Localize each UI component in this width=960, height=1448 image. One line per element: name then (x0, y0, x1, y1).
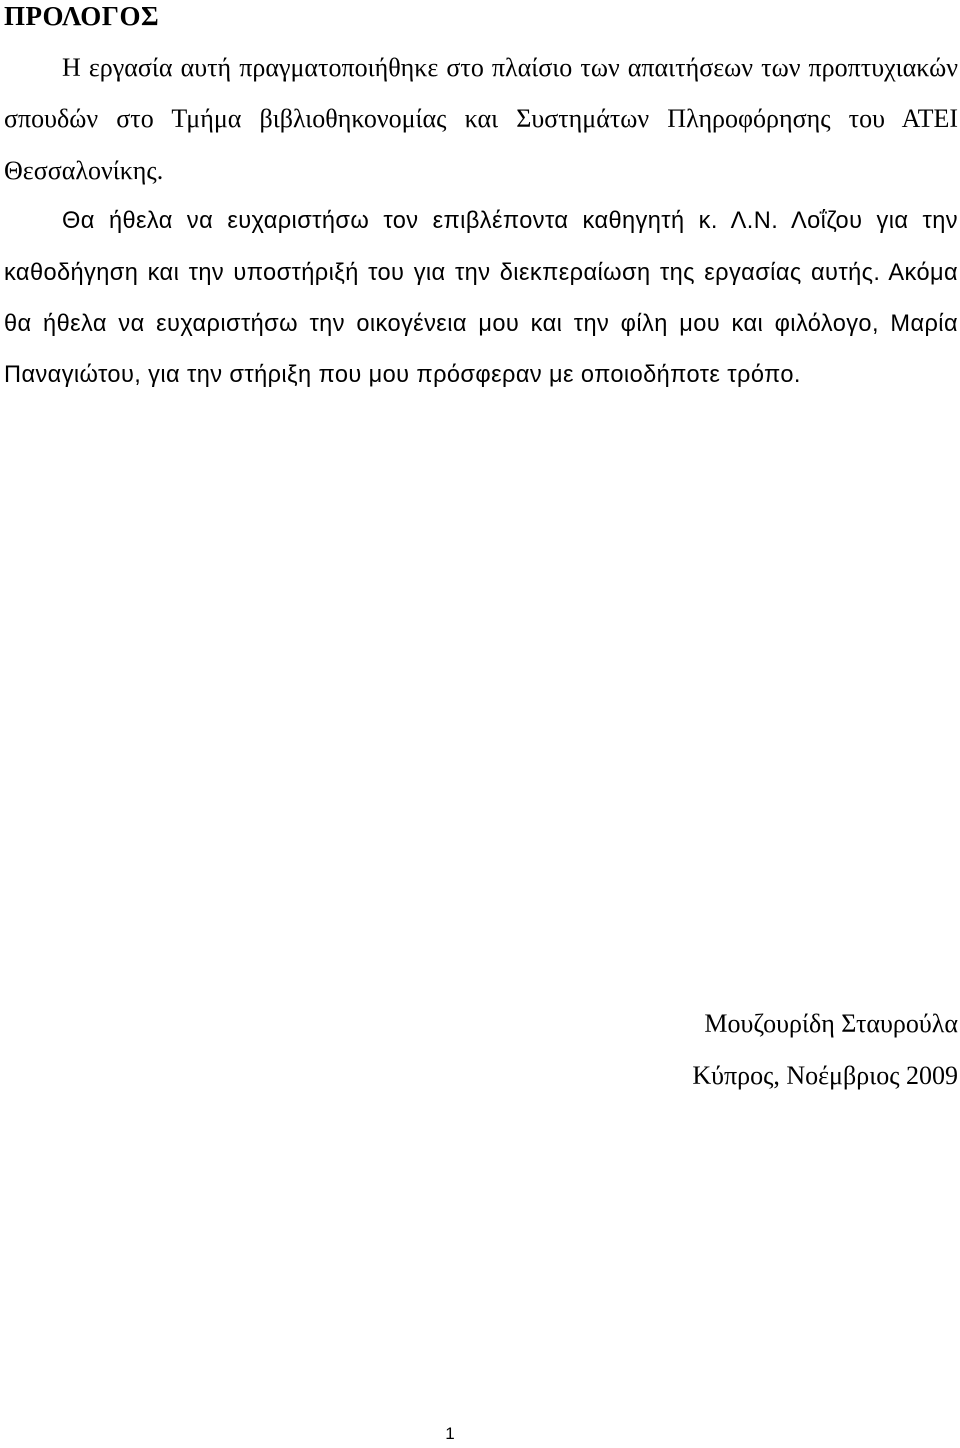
signature-block (692, 998, 958, 1102)
page-heading: ΠΡΟΛΟΓΟΣ (4, 1, 160, 31)
paragraph-intro: Η εργασία αυτή πραγματοποιήθηκε στο πλαίσιο των απαιτήσεων των προπτυχιακών σπουδών στο Τμήμα βιβλιοθηκονομίας και Συστημάτων Πληροφόρησης του ΑΤΕΙ Θεσσαλονίκης. (4, 53, 958, 185)
paragraph-acknowledgements: Θα ήθελα να ευχαριστήσω τον επιβλέποντα καθηγητή κ. Λ.Ν. Λοΐζου για την καθοδήγηση και την υποστήριξή του για την διεκπεραίωση της εργασίας αυτής. Ακόμα θα ήθελα να ευχαριστήσω την οικογένεια μου και την φίλη μου και φιλόλογο, Μαρία Παναγιώτου, για την στήριξη που μου πρόσφεραν με οποιοδήποτε τρόπο. (4, 208, 958, 389)
place-date: Κύπρος, Νοέμβριος 2009 (692, 1061, 958, 1090)
author-name: Μουζουρίδη Σταυρούλα (704, 1009, 958, 1038)
body-text (4, 42, 958, 402)
page-number: 1 (445, 1424, 455, 1443)
